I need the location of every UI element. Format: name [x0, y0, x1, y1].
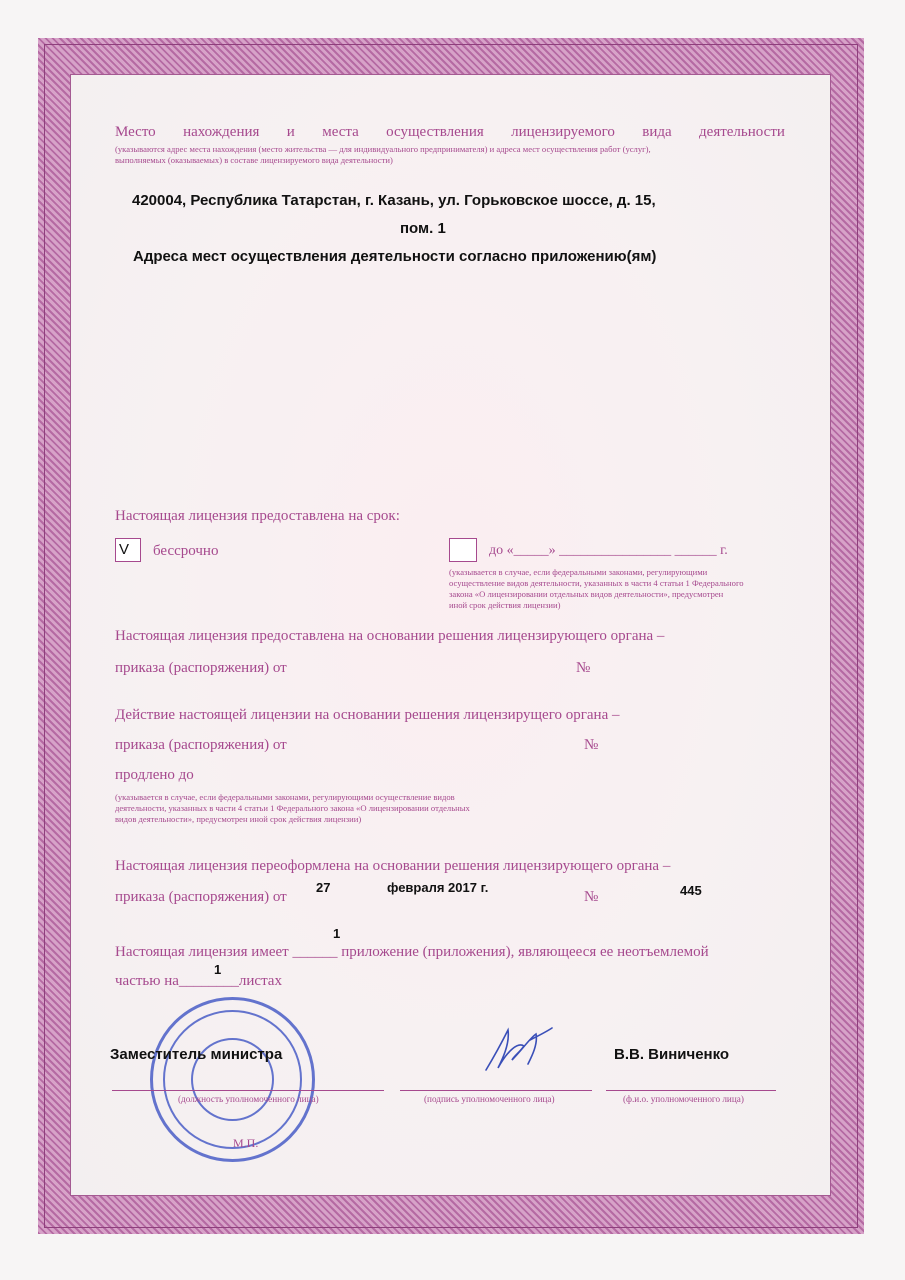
caption-signature: (подпись уполномоченного лица): [424, 1094, 555, 1104]
term-heading: Настоящая лицензия предоставлена на срок:: [115, 508, 400, 524]
reissue-order-label: приказа (распоряжения) от: [115, 889, 287, 905]
until-note-line1: (указывается в случае, если федеральными законами, регулирующими: [449, 567, 708, 577]
extension-note-line3: видов деятельности», предусмотрен иной срок действия лицензии): [115, 814, 362, 824]
appendix-count: 1: [333, 926, 341, 941]
location-note-line2: выполняемых (оказываемых) в составе лицензируемого вида деятельности): [115, 155, 393, 165]
until-note-line4: иной срок действия лицензии): [449, 600, 561, 610]
until-note-line3: закона «О лицензировании отдельных видов деятельности», предусмотрен: [449, 589, 724, 599]
location-note-line1: (указываются адрес места нахождения (место жительства — для индивидуального предпринимателя) и адреса мест осуществления работ (услуг),: [115, 144, 651, 154]
reissue-heading: Настоящая лицензия переоформлена на основании решения лицензирующего органа –: [115, 858, 671, 874]
extension-note-line1: (указывается в случае, если федеральными законами, регулирующими осуществление видов: [115, 792, 455, 802]
handwritten-signature: [478, 1020, 558, 1080]
extension-order-label: приказа (распоряжения) от: [115, 737, 287, 753]
appendix-sheets: 1: [214, 962, 222, 977]
until-label: до «_____» ________________ ______ г.: [489, 543, 728, 558]
reissue-month-year: февраля 2017 г.: [387, 880, 489, 895]
position-line: [112, 1090, 384, 1091]
appendix-text-b: частью на________листах: [115, 973, 282, 989]
caption-position: (должность уполномоченного лица): [178, 1094, 319, 1104]
caption-name: (ф.и.о. уполномоченного лица): [623, 1094, 744, 1104]
stamp-label: М.П.: [233, 1136, 259, 1150]
basis-order-label: приказа (распоряжения) от: [115, 660, 287, 676]
reissue-number: 445: [680, 883, 702, 898]
name-line: [606, 1090, 776, 1091]
location-heading: Место нахождения и места осуществления лицензируемого вида деятельности: [115, 124, 785, 140]
indefinite-checkbox[interactable]: [115, 538, 141, 562]
extension-extended-label: продлено до: [115, 767, 194, 783]
extension-number-label: №: [584, 737, 599, 753]
extension-heading: Действие настоящей лицензии на основании решения лицензирущего органа –: [115, 707, 620, 723]
signatory-position: Заместитель министра: [110, 1046, 283, 1063]
checkbox-mark: V: [119, 541, 130, 558]
signature-line: [400, 1090, 592, 1091]
reissue-number-label: №: [584, 889, 599, 905]
basis-number-label: №: [576, 660, 591, 676]
indefinite-label: бессрочно: [153, 543, 219, 559]
address-line1: 420004, Республика Татарстан, г. Казань, ул. Горьковское шоссе, д. 15,: [132, 192, 656, 209]
reissue-day: 27: [316, 880, 331, 895]
appendix-text-a: Настоящая лицензия имеет ______ приложение (приложения), являющееся ее неотъемлемой: [115, 944, 709, 960]
address-line2: пом. 1: [400, 220, 446, 237]
basis-heading: Настоящая лицензия предоставлена на основании решения лицензирующего органа –: [115, 628, 665, 644]
address-line3: Адреса мест осуществления деятельности согласно приложению(ям): [133, 248, 657, 265]
signatory-name: В.В. Виниченко: [614, 1046, 730, 1063]
until-checkbox[interactable]: [449, 538, 477, 562]
until-note-line2: осуществление видов деятельности, указанных в части 4 статьи 1 Федерального: [449, 578, 744, 588]
extension-note-line2: деятельности, указанных в части 4 статьи 1 Федерального закона «О лицензировании отдельных: [115, 803, 470, 813]
